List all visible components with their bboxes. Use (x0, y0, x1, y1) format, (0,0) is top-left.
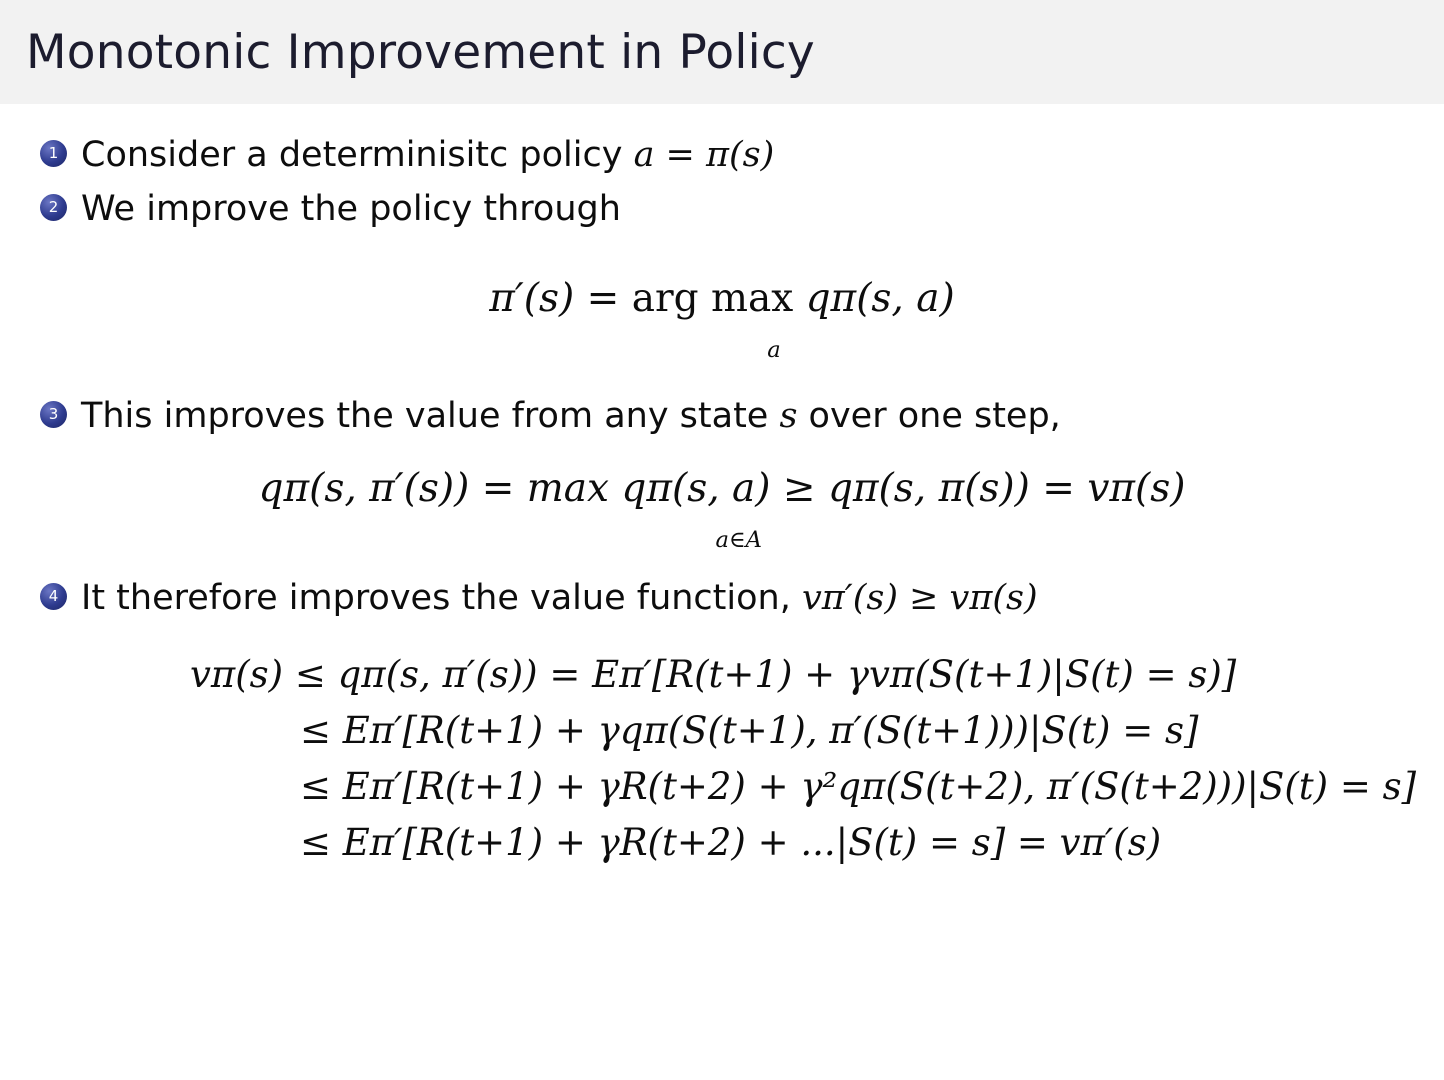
bullet-number-3: 3 (40, 401, 67, 428)
spacer-1 (40, 327, 1404, 387)
equation-greedy-policy (40, 276, 1404, 364)
equation-chain-line-4: ≤ Eπ′[R(t+1) + γR(t+2) + ...|S(t) = s] = vπ′(s) (300, 821, 1162, 865)
eq-greedy-lhs: π′(s) = (489, 276, 632, 322)
list-item-text-1 (81, 126, 774, 178)
list-item (40, 569, 1404, 621)
eq-greedy-argmax: arg max (631, 276, 794, 322)
bullet-number-4: 4 (40, 583, 67, 610)
slide-title-bar (0, 0, 1444, 104)
item-1-math: a = π(s) (633, 135, 775, 175)
equation-one-step-improvement (40, 465, 1404, 553)
equation-chain-line-2: ≤ Eπ′[R(t+1) + γqπ(S(t+1), π′(S(t+1)))|S(t) = s] (300, 708, 1199, 752)
eq-greedy-rhs: qπ(s, a) (805, 276, 955, 322)
bullet-number-2: 2 (40, 194, 67, 221)
list-item (40, 180, 1404, 232)
item-4-math: vπ′(s) ≥ vπ(s) (801, 577, 1038, 618)
eq-onestep-body: qπ(s, π′(s)) = max qπ(s, a) ≥ qπ(s, π(s)) = vπ(s) (258, 465, 1186, 511)
page-title: Monotonic Improvement in Policy (26, 24, 815, 80)
bullet-number-1: 1 (40, 140, 67, 167)
equation-chain-line-1: vπ(s) ≤ qπ(s, π′(s)) = Eπ′[R(t+1) + γvπ(S(t+1)|S(t) = s)] (190, 652, 1237, 696)
item-2-prefix: We improve the policy through (81, 189, 621, 230)
item-3-prefix: This improves the value from any state (81, 396, 780, 437)
equation-chain-line-3: ≤ Eπ′[R(t+1) + γR(t+2) + γ²qπ(S(t+2), π′(S(t+2)))|S(t) = s] (300, 765, 1417, 809)
item-3-suffix: over one step, (797, 396, 1061, 437)
list-item-text-2 (81, 180, 621, 232)
list-item (40, 387, 1404, 439)
eq-onestep-max-sub: a∈A (715, 526, 762, 553)
list-item-text-4 (81, 569, 1038, 621)
list-item-text-3 (81, 387, 1061, 439)
item-3-math: s (779, 396, 798, 437)
equation-chain (40, 647, 1417, 872)
eq-greedy-argmax-sub: a (767, 337, 781, 364)
item-4-prefix: It therefore improves the value function, (81, 577, 802, 618)
item-1-prefix: Consider a determinisitc policy (81, 135, 634, 175)
slide-body (0, 104, 1444, 872)
list-item (40, 126, 1404, 178)
